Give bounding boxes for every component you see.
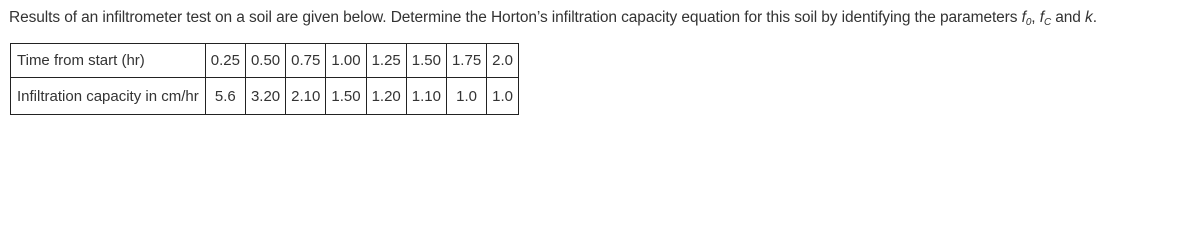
question-body: Results of an infiltrometer test on a soil are given below. Determine the Horton’s infiltration capacity equation for this soil by identifying the parameters [9,9,1022,26]
table-cell: 3.20 [245,78,285,115]
table-cell: 1.0 [446,78,486,115]
table-cell: 0.50 [245,44,285,78]
table-cell: 1.00 [326,44,366,78]
question-text: Results of an infiltrometer test on a soil are given below. Determine the Horton’s infiltration capacity equation for this soil by identifying the parameters $f_0$, $f_C$ and k. [9,9,1097,28]
table-row-time [11,44,519,78]
table-cell: 1.75 [446,44,486,78]
table-row-infiltration [11,78,519,115]
table-cell: 1.0 [487,78,519,115]
infiltrometer-data-table [10,43,519,115]
param-k: k [1085,9,1093,26]
row-label-infiltration: Infiltration capacity in cm/hr [11,78,206,115]
table-cell: 1.10 [406,78,446,115]
table-cell: 0.25 [205,44,245,78]
table-cell: 1.20 [366,78,406,115]
table-cell: 5.6 [205,78,245,115]
table-cell: 2.10 [286,78,326,115]
row-label-time: Time from start (hr) [11,44,206,78]
table-cell: 0.75 [286,44,326,78]
param-fc: $f_C$ [1039,9,1052,28]
table-cell: 1.25 [366,44,406,78]
table-cell: 1.50 [326,78,366,115]
table-cell: 2.0 [487,44,519,78]
param-f0: $f_0$ [1021,9,1032,28]
table-cell: 1.50 [406,44,446,78]
